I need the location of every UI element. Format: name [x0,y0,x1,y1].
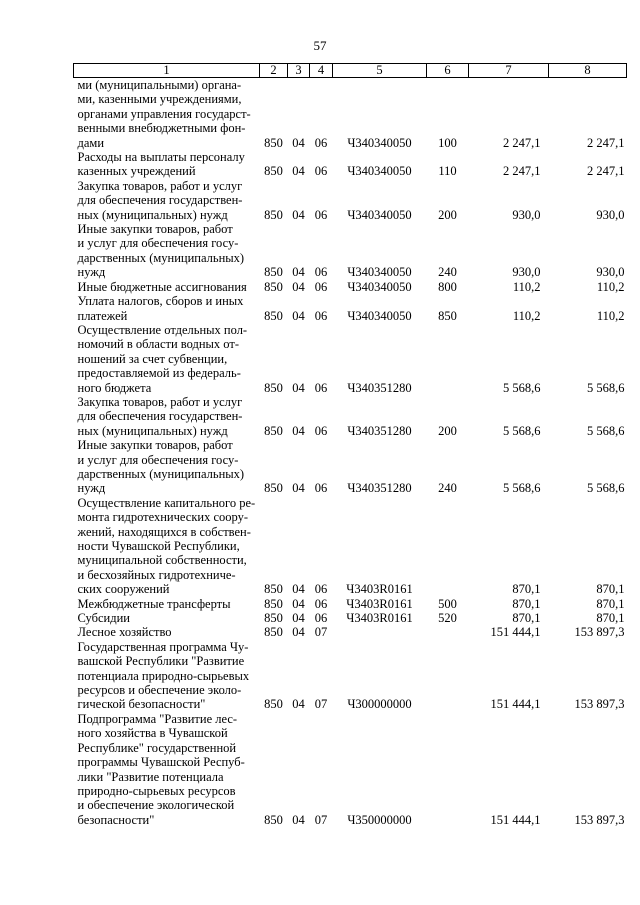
target-article-cell: Ч340340050 [347,135,412,150]
table-row [74,150,627,179]
table-body [74,78,627,828]
expense-type-cell [427,640,469,712]
column-header: 7 [469,64,549,78]
admin-code-cell: 850 [264,380,283,395]
amount-year2-cell: 5 568,6 [587,380,625,395]
section-code-cell: 04 [292,135,305,150]
row-name-cell: Иные бюджетные ассигнования [77,279,247,294]
table-row [74,179,627,222]
admin-code-cell: 850 [264,308,283,323]
subsection-code-cell: 06 [314,265,328,280]
column-header: 3 [288,64,310,78]
target-article-cell [333,625,427,639]
amount-year2-cell: 2 247,1 [587,135,625,150]
subsection-code-cell: 07 [314,812,328,827]
expense-type-cell: 240 [438,481,457,496]
admin-code-cell: 850 [264,164,283,179]
row-name-cell: Осуществление отдельных пол- номочий в области водных от- ношений за счет субвенции, предоставляемой из федераль- ного бюджета [77,322,248,395]
target-article-cell: Ч340351280 [347,380,412,395]
amount-year1-cell: 930,0 [512,207,541,222]
amount-year2-cell: 5 568,6 [587,423,625,438]
target-article-cell: Ч350000000 [347,812,412,827]
amount-year1-cell: 870,1 [512,582,541,597]
row-name-cell: Государственная программа Чу- вашской Республики "Развитие потенциала природно-сырьевых ресурсов и обеспечение эколо- гической безопасности" [77,639,250,712]
subsection-code-cell: 06 [314,207,328,222]
section-code-cell: 04 [292,582,305,597]
amount-year2-cell: 110,2 [596,279,625,294]
target-article-cell: Ч340351280 [347,481,412,496]
table-row [74,597,627,611]
table-row [74,294,627,323]
amount-year2-cell: 870,1 [596,611,625,626]
column-header: 6 [427,64,469,78]
row-name-cell: Уплата налогов, сборов и иных платежей [77,294,244,323]
expense-type-cell: 520 [438,611,457,626]
amount-year1-cell: 110,2 [512,308,541,323]
target-article-cell: Ч3403R0161 [346,611,413,626]
section-code-cell: 04 [292,207,305,222]
amount-year1-cell: 870,1 [512,611,541,626]
section-code-cell: 04 [292,611,305,626]
column-header: 8 [549,64,627,78]
table-row [74,438,627,496]
expense-type-cell [427,496,469,597]
expense-type-cell: 500 [438,596,457,611]
subsection-code-cell: 07 [314,625,328,640]
admin-code-cell: 850 [264,423,283,438]
row-name-cell: Осуществление капитального ре- монта гидротехнических соору- жений, находящихся в собствен- ности Чувашской Республики, муниципальной собственности, и бесхозяйных гидротехниче- ских сооружений [77,495,256,597]
amount-year2-cell: 153 897,3 [574,697,625,712]
amount-year2-cell: 153 897,3 [574,625,625,640]
column-header: 1 [74,64,260,78]
amount-year2-cell: 110,2 [596,308,625,323]
expense-type-cell: 100 [438,135,457,150]
row-name-cell: Подпрограмма "Развитие лес- ного хозяйства в Чувашской Республике" государственной программы Чувашской Респуб- лики "Развитие потенциала природно-сырьевых ресурсов и обеспечение экологической безопасности" [77,711,245,827]
admin-code-cell: 850 [264,625,283,640]
amount-year2-cell: 5 568,6 [587,481,625,496]
table-row [74,640,627,712]
table-row [74,280,627,294]
target-article-cell: Ч300000000 [347,697,412,712]
amount-year2-cell: 930,0 [596,207,625,222]
amount-year1-cell: 5 568,6 [503,423,541,438]
row-name-cell: Лесное хозяйство [77,625,172,640]
expense-type-cell [427,323,469,395]
amount-year1-cell: 2 247,1 [503,164,541,179]
target-article-cell: Ч340340050 [347,207,412,222]
row-name-cell: Закупка товаров, работ и услуг для обеспечения государствен- ных (муниципальных) нужд [77,178,243,222]
amount-year1-cell: 870,1 [512,596,541,611]
row-name-cell: Закупка товаров, работ и услуг для обеспечения государствен- ных (муниципальных) нужд [77,394,243,438]
subsection-code-cell: 06 [314,380,328,395]
expense-type-cell: 200 [438,423,457,438]
admin-code-cell: 850 [264,812,283,827]
subsection-code-cell: 06 [314,611,328,626]
row-name-cell: Межбюджетные трансферты [77,596,231,611]
admin-code-cell: 850 [264,596,283,611]
expense-type-cell: 200 [438,207,457,222]
row-name-cell: Иные закупки товаров, работ и услуг для обеспечения госу- дарственных (муниципальных) нужд [77,438,245,496]
target-article-cell: Ч340340050 [347,279,412,294]
table-row [74,625,627,639]
section-code-cell: 04 [292,697,305,712]
target-article-cell: Ч340351280 [347,423,412,438]
table-row [74,611,627,625]
table-row [74,496,627,597]
admin-code-cell: 850 [264,481,283,496]
page-number: 57 [313,38,327,53]
table-row [74,712,627,827]
subsection-code-cell: 06 [314,164,328,179]
row-name-cell: Субсидии [77,611,130,626]
table-row [74,222,627,280]
admin-code-cell: 850 [264,135,283,150]
subsection-code-cell: 06 [314,582,328,597]
target-article-cell: Ч340340050 [347,265,412,280]
row-name-cell: Иные закупки товаров, работ и услуг для обеспечения госу- дарственных (муниципальных) нужд [77,222,245,280]
target-article-cell: Ч340340050 [347,308,412,323]
amount-year1-cell: 930,0 [512,265,541,280]
column-header: 5 [333,64,427,78]
amount-year1-cell: 151 444,1 [490,625,541,640]
table-row [74,323,627,395]
amount-year1-cell: 2 247,1 [503,135,541,150]
table-row [74,78,627,151]
amount-year1-cell: 5 568,6 [503,481,541,496]
amount-year1-cell: 110,2 [512,279,541,294]
row-name-cell: ми (муниципальными) органа- ми, казенными учреждениями, органами управления государст- венными внебюджетными фон- дами [77,78,251,150]
admin-code-cell: 850 [264,611,283,626]
section-code-cell: 04 [292,481,305,496]
section-code-cell: 04 [292,423,305,438]
expense-type-cell: 110 [438,164,457,179]
section-code-cell: 04 [292,596,305,611]
admin-code-cell: 850 [264,207,283,222]
expense-type-cell: 850 [438,308,457,323]
column-header: 2 [260,64,288,78]
section-code-cell: 04 [292,380,305,395]
expense-type-cell [427,712,469,827]
subsection-code-cell: 07 [314,697,328,712]
table-row [74,395,627,438]
amount-year1-cell: 5 568,6 [503,380,541,395]
subsection-code-cell: 06 [314,596,328,611]
table-header-row [74,64,627,78]
expense-type-cell: 240 [438,265,457,280]
subsection-code-cell: 06 [314,308,328,323]
target-article-cell: Ч3403R0161 [346,596,413,611]
amount-year1-cell: 151 444,1 [490,697,541,712]
section-code-cell: 04 [292,308,305,323]
amount-year2-cell: 870,1 [596,596,625,611]
admin-code-cell: 850 [264,582,283,597]
amount-year2-cell: 153 897,3 [574,812,625,827]
subsection-code-cell: 06 [314,279,328,294]
subsection-code-cell: 06 [314,423,328,438]
amount-year2-cell: 2 247,1 [587,164,625,179]
subsection-code-cell: 06 [314,481,328,496]
target-article-cell: Ч3403R0161 [346,582,413,597]
section-code-cell: 04 [292,164,305,179]
amount-year2-cell: 930,0 [596,265,625,280]
section-code-cell: 04 [292,812,305,827]
row-name-cell: Расходы на выплаты персоналу казенных учреждений [77,150,245,179]
subsection-code-cell: 06 [314,135,328,150]
target-article-cell: Ч340340050 [347,164,412,179]
admin-code-cell: 850 [264,265,283,280]
expense-type-cell: 800 [438,279,457,294]
section-code-cell: 04 [292,625,305,640]
section-code-cell: 04 [292,265,305,280]
budget-table [73,63,627,827]
column-header: 4 [310,64,333,78]
admin-code-cell: 850 [264,279,283,294]
amount-year1-cell: 151 444,1 [490,812,541,827]
admin-code-cell: 850 [264,697,283,712]
section-code-cell: 04 [292,279,305,294]
expense-type-cell [427,625,469,639]
amount-year2-cell: 870,1 [596,582,625,597]
